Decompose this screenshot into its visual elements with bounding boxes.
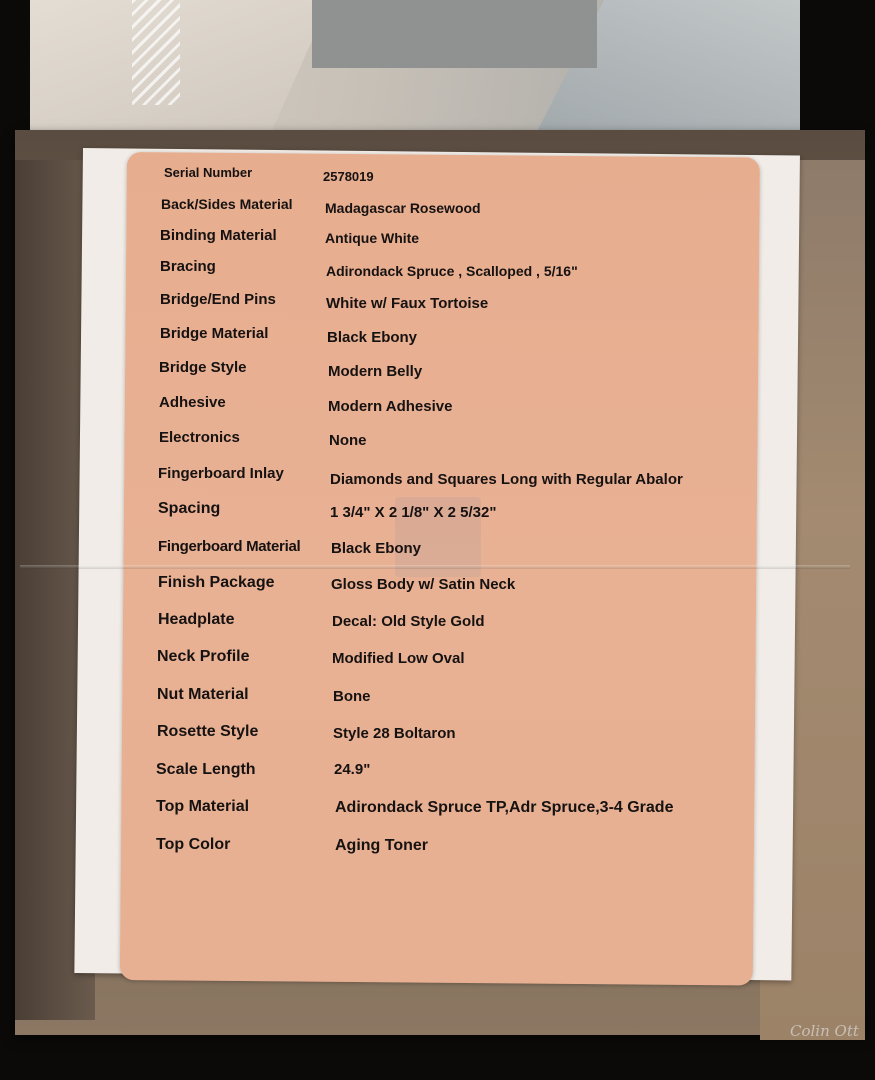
photographer-signature: Colin Ott (790, 1022, 859, 1040)
spec-value: 24.9" (334, 761, 371, 778)
spec-label: Scale Length (156, 761, 256, 778)
spec-value: Black Ebony (327, 329, 418, 346)
spec-value: Style 28 Boltaron (333, 725, 456, 742)
spec-label: Electronics (159, 429, 240, 446)
spec-label: Nut Material (157, 686, 249, 703)
spec-value: Black Ebony (331, 540, 422, 557)
spec-label: Bracing (160, 258, 216, 275)
spec-label: Serial Number (164, 165, 253, 180)
spec-label: Binding Material (160, 227, 277, 244)
spec-label: Finish Package (158, 574, 275, 591)
spec-value: White w/ Faux Tortoise (326, 295, 489, 312)
spec-label: Neck Profile (157, 648, 250, 665)
spec-value: Gloss Body w/ Satin Neck (331, 576, 516, 593)
spec-value: Adirondack Spruce , Scalloped , 5/16" (326, 263, 578, 279)
spec-label: Bridge/End Pins (160, 291, 276, 308)
spec-label: Back/Sides Material (161, 196, 293, 212)
spec-value: Modern Adhesive (328, 398, 453, 415)
spec-value: Modern Belly (328, 363, 423, 380)
spec-label: Bridge Style (159, 359, 247, 376)
spec-value: Madagascar Rosewood (325, 200, 481, 216)
spec-label: Fingerboard Material (158, 538, 301, 555)
spec-label: Rosette Style (157, 723, 259, 740)
spec-value: Aging Toner (335, 837, 429, 854)
spec-value: Antique White (325, 230, 420, 246)
spec-value: Modified Low Oval (332, 650, 465, 667)
spec-value: Bone (333, 688, 371, 705)
spec-value: Adirondack Spruce TP,Adr Spruce,3-4 Grade (335, 799, 674, 816)
spec-value: None (329, 432, 367, 449)
spec-label: Fingerboard Inlay (158, 465, 284, 482)
spec-label: Bridge Material (160, 325, 269, 342)
spec-label: Top Material (156, 798, 250, 815)
spec-value: Diamonds and Squares Long with Regular Abalor (330, 471, 683, 488)
spec-value: 2578019 (323, 169, 374, 184)
spec-label: Top Color (156, 836, 231, 853)
spec-value: Decal: Old Style Gold (332, 613, 485, 630)
spec-label: Headplate (158, 611, 235, 628)
spec-value: 1 3/4" X 2 1/8" X 2 5/32" (330, 504, 497, 521)
spec-label: Adhesive (159, 394, 226, 411)
spec-label: Spacing (158, 500, 221, 517)
